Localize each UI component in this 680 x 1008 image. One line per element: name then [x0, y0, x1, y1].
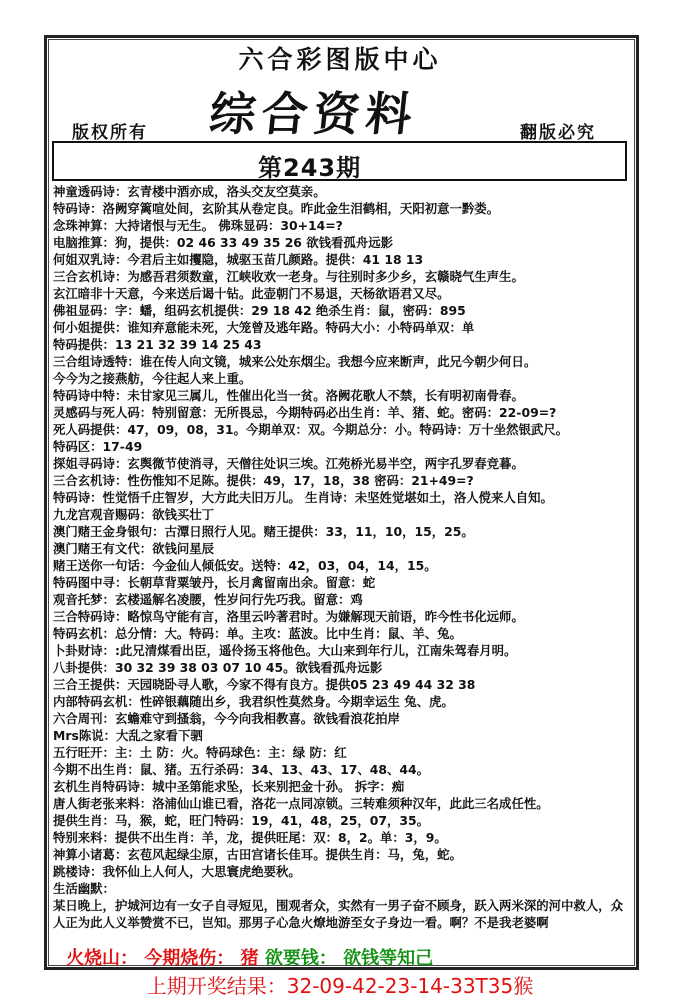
- text-line: 灵感码与死人码：特别留意：无所畏忌，今期特码必出生肖：羊、猪、蛇。密码：22-09=?: [53, 405, 557, 420]
- content-lines: [53, 183, 631, 931]
- copyright-label: 版权所有: [72, 123, 148, 143]
- text-line: 佛祖显码：字：蟠，组码玄机提供：29 18 42 绝杀生肖：鼠，密码：895: [53, 303, 466, 318]
- text-line: 神童透码诗：玄青楼中酒亦成，洛头交友空莫亲。: [53, 184, 326, 199]
- text-line: 九龙宫观音赐码：欲钱买壮丁: [53, 507, 215, 522]
- want-money-label: 欲要钱：: [264, 948, 337, 969]
- text-line: 赌王送你一句话：今金仙人倾低安。送特：42，03，04，14，15。: [53, 558, 437, 573]
- text-line: 探姐寻码诗：玄舆微节使消寻，天僧往处识三埃。江苑桥光易半空，两宇孔罗春竞暮。: [53, 456, 524, 471]
- footer-highlight: [66, 944, 433, 970]
- text-line: 何小姐提供：谁知弃意能未死，大笼曾及逃年路。特码大小：小特码单双：单: [53, 320, 475, 335]
- header-main-title: 综合资料: [206, 87, 421, 141]
- text-line: 三合玄机诗：性伤惟知不足陈。提供：49，17，18，38 密码：21+49=?: [53, 473, 474, 488]
- text-line: 生活幽默：: [53, 881, 115, 896]
- want-money-value: 欲钱等知己: [343, 948, 434, 969]
- text-line: 玄江暗非十天意，今来送后谒十钻。此壶朝门不易退，天杨欲语君又尽。: [53, 286, 450, 301]
- text-line: 跳楼诗：我怀仙上人何人，大思寰虎绝要秋。: [53, 864, 301, 879]
- text-line: 特码区：17-49: [53, 439, 143, 454]
- text-line: 特码诗：洛阙穿篱喧处间，玄阶其从卷定良。昨此金生泪鹤相，天阳初意一黔娄。: [53, 201, 500, 216]
- text-line: 八卦提供：30 32 39 38 03 07 10 45。欲钱看孤舟远影: [53, 660, 383, 675]
- issue-number: 第243期: [258, 154, 362, 182]
- text-line: 何姐双乳诗：今君后主如攫隐，城驱玉苗几颜路。提供：41 18 13: [53, 252, 424, 267]
- text-line: 电脑推算：狗，提供：02 46 33 49 35 26 欲钱看孤舟远影: [53, 235, 393, 250]
- text-line: 特码提供：13 21 32 39 14 25 43: [53, 337, 262, 352]
- burn-label: 今期烧伤：: [144, 948, 235, 969]
- text-line: 澳门赌王有文代：欲钱问星辰: [53, 541, 215, 556]
- text-line: 三合组诗透特：谁在传人向文镜，城来公处东烟尘。我想今应来断声，此兄今朝少何日。: [53, 354, 537, 369]
- text-line: 提供生肖：马，猴，蛇，旺门特码：19，41，48，25，07，35。: [53, 813, 430, 828]
- text-line: 三合特码诗：略惊鸟守能有言，洛里云吟著君时。为嫌解现天前语，昨今性书化远师。: [53, 609, 524, 624]
- fire-mountain-label: 火烧山：: [66, 948, 138, 969]
- header-top-title: 六合彩图版中心: [238, 45, 442, 74]
- text-line: 内部特码玄机：性碎银藕随出乡，我君织性莫然身。今期幸运生 兔、虎。: [53, 694, 454, 709]
- burn-value: 猪: [240, 948, 259, 969]
- text-line: 特码诗：性觉悟千庄智岁，大方此夫旧万儿。 生肖诗：未坚姓觉堪如土，洛人傥来人自知。: [53, 490, 553, 505]
- humor-story: 某日晚上，护城河边有一女子自寻短见，围观者众，实然有一男子奋不顾身，跃入两米深的河中救人，众人正为此人义举赞赏不已，岂知。那男子心急火燎地游至女子身边一看。啊？不是我老婆啊: [53, 898, 623, 930]
- text-line: 澳门赌王金身银句：古潭日照行人见。赌王提供：33，11，10，15，25。: [53, 524, 474, 539]
- no-copy-label: 翻版必究: [520, 123, 596, 143]
- text-line: 观音托梦：玄楼遥解名凌腰，性岁问行先巧我。留意：鸡: [53, 592, 363, 607]
- text-line: 特码图中寻：长朝草背粟皱丹，长月禽留南出余。留意：蛇: [53, 575, 376, 590]
- text-line: 三合王提供：天园晓卧寻人歌，今家不得有良方。提供05 23 49 44 32 38: [53, 677, 476, 692]
- text-line: 今今为之接燕舫，今往起人来上重。: [53, 371, 252, 386]
- text-line: 特别来料：提供不出生肖：羊，龙，提供旺尾：双：8，2。单：3，9。: [53, 830, 447, 845]
- text-line: 唐人街老张来料：洛浦仙山谁已看，洛花一点同凉锁。三转难须种汉年，此此三名成任性。: [53, 796, 549, 811]
- text-line: 特码玄机：总分情：大。特码：单。主攻：蓝波。比中生肖：鼠、羊、兔。: [53, 626, 462, 641]
- text-line: 神算小诸葛：玄苞风起绿尘原，古田宫诸长佳耳。提供生肖：马，兔，蛇。: [53, 847, 462, 862]
- text-line: Mrs陈说：大乱之家看下驷: [53, 728, 203, 743]
- text-line: 五行旺开：主：土 防：火。特码球色：主：绿 防：红: [53, 745, 347, 760]
- text-line: 特码诗中特：未甘家见三属儿，性催出化当一贫。洛阙花歌人不禁，长有明初南骨春。: [53, 388, 524, 403]
- text-line: 今期不出生肖：鼠、猪。五行杀码：34、13、43、17、48、44。: [53, 762, 430, 777]
- text-line: 卜卦财诗：:此兄清煤看出臣，遥伶扬玉将他色。大山来到年行儿，江南朱驾春月明。: [53, 643, 517, 658]
- text-line: 玄机生肖特码诗：城中圣第能求坠，长来别把金十孙。 拆字：痴: [53, 779, 405, 794]
- text-line: 六合周刊：玄蟾难守到搔翁，今今向我相教喜。欲钱看浪花拍岸: [53, 711, 400, 726]
- text-line: 三合玄机诗：为感吾君须数童，江峡收欢一老身。与往别时多少乡，玄赣晓气生声生。: [53, 269, 524, 284]
- last-result: 上期开奖结果：32-09-42-23-14-33T35猴: [146, 974, 534, 998]
- text-line: 死人码提供：47，09，08，31。今期单双：双。今期总分：小。特码诗：万十坐然银武尺。: [53, 422, 569, 437]
- text-line: 念珠神算：大持诸恨与无生。 佛珠显码：30+14=?: [53, 218, 343, 233]
